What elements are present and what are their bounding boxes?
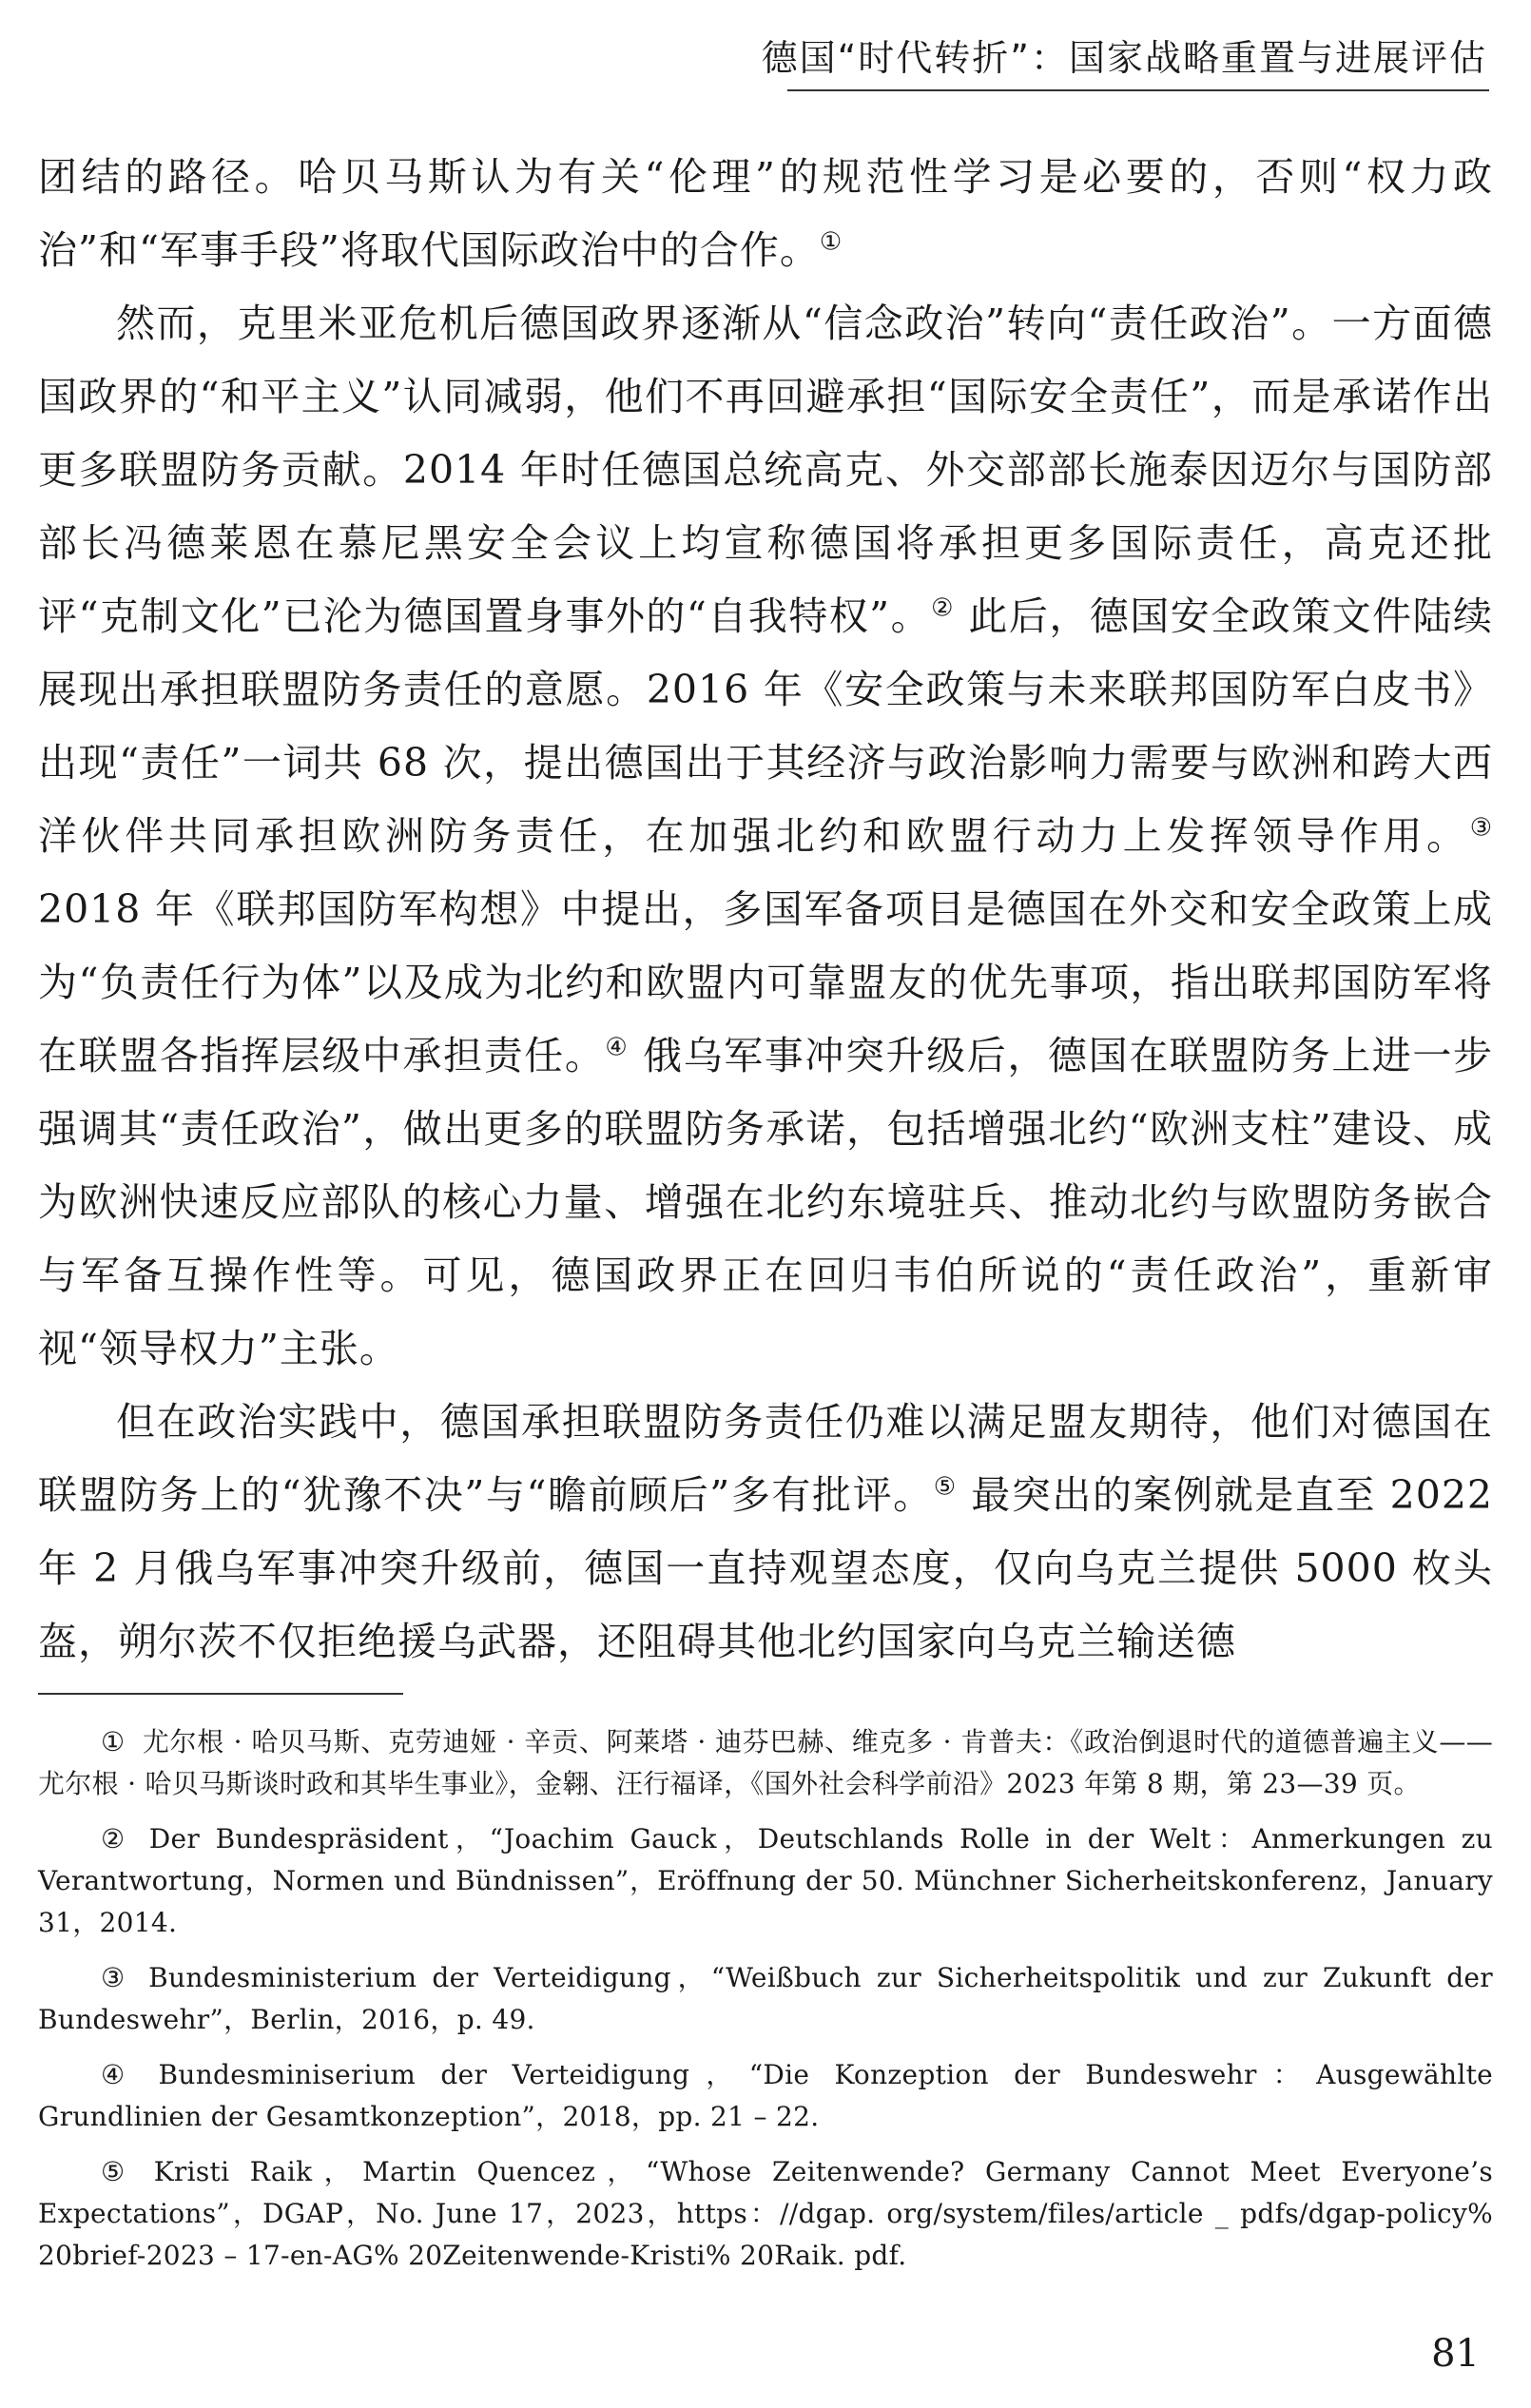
paragraph-text: 此后，德国安全政策文件陆续展现出承担联盟防务责任的意愿。2016 年《安全政策与未来联邦国防军白皮书》出现“责任”一词共 68 次，提出德国出于其经济与政治影响力需要与欧洲和跨大西洋伙伴共同承担欧洲防务责任，在加强北约和欧盟行动力上发挥领导作用。 bbox=[38, 593, 1493, 859]
footnote-ref-5[interactable]: ⑤ bbox=[933, 1472, 958, 1502]
footnote-ref-1[interactable]: ① bbox=[819, 227, 843, 257]
footnote-1 bbox=[38, 1721, 1493, 1805]
footnote-mark: ③ bbox=[101, 1962, 132, 1993]
paragraph-text: 俄乌军事冲突升级后，德国在联盟防务上进一步强调其“责任政治”，做出更多的联盟防务承诺，包括增强北约“欧洲支柱”建设、成为欧洲快速反应部队的核心力量、增强在北约东境驻兵、推动北约与欧盟防务嵌合与军备互操作性等。可见，德国政界正在回归韦伯所说的“责任政治”，重新审视“领导权力”主张。 bbox=[38, 1033, 1494, 1371]
paragraph-text: 2018 年《联邦国防军构想》中提出，多国军备项目是德国在外交和安全政策上成为“负责任行为体”以及成为北约和欧盟内可靠盟友的优先事项，指出联邦国防军将在联盟各指挥层级中承担责任。 bbox=[38, 886, 1493, 1078]
footnote-mark: ④ bbox=[101, 2059, 142, 2090]
footnote-3 bbox=[38, 1957, 1493, 2041]
footnote-text: Der Bundespräsident，“Joachim Gauck，Deutschlands Rolle in der Welt：Anmerkungen zu Verantwortung，Normen und Bündnissen”，Eröffnung der 50. Münchner Sicherheitskonferenz，January 31，2014. bbox=[38, 1823, 1493, 1938]
footnote-5 bbox=[38, 2151, 1493, 2277]
footnote-mark: ① bbox=[101, 1726, 126, 1757]
page-number: 81 bbox=[1431, 2332, 1480, 2376]
paragraph-text: 团结的路径。哈贝马斯认为有关“伦理”的规范性学习是必要的，否则“权力政治”和“军事手段”将取代国际政治中的合作。 bbox=[38, 154, 1493, 273]
body-text bbox=[38, 141, 1493, 1679]
footnote-mark: ⑤ bbox=[101, 2156, 137, 2187]
paragraph-text: 但在政治实践中，德国承担联盟防务责任仍难以满足盟友期待，他们对德国在联盟防务上的“犹豫不决”与“瞻前顾后”多有批评。 bbox=[38, 1399, 1493, 1518]
footnote-text: Bundesministerium der Verteidigung，“Weißbuch zur Sicherheitspolitik und zur Zukunft der Bundeswehr”，Berlin，2016，p. 49. bbox=[38, 1962, 1493, 2035]
paragraph-text: 最突出的案例就是直至 2022 年 2 月俄乌军事冲突升级前，德国一直持观望态度，仅向乌克兰提供 5000 枚头盔，朔尔茨不仅拒绝援乌武器，还阻碍其他北约国家向乌克兰输送德 bbox=[38, 1472, 1493, 1664]
paragraph-3 bbox=[38, 1386, 1493, 1679]
footnote-text: Bundesminiserium der Verteidigung，“Die Konzeption der Bundeswehr：Ausgewählte Grundlinien der Gesamtkonzeption”，2018，pp. 21 – 22. bbox=[38, 2059, 1493, 2132]
running-header-title: 德国“时代转折”：国家战略重置与进展评估 bbox=[761, 37, 1487, 79]
paragraph-1 bbox=[38, 141, 1493, 287]
header-rule bbox=[787, 89, 1489, 91]
footnote-ref-2[interactable]: ② bbox=[931, 593, 955, 623]
footnote-separator bbox=[38, 1693, 403, 1695]
paragraph-text: 然而，克里米亚危机后德国政界逐渐从“信念政治”转向“责任政治”。一方面德国政界的“和平主义”认同减弱，他们不再回避承担“国际安全责任”，而是承诺作出更多联盟防务贡献。2014 年时任德国总统高克、外交部部长施泰因迈尔与国防部部长冯德莱恩在慕尼黑安全会议上均宣称德国将承担更多国际责任，高克还批评“克制文化”已沦为德国置身事外的“自我特权”。 bbox=[38, 301, 1493, 639]
footnote-ref-4[interactable]: ④ bbox=[605, 1033, 630, 1062]
footnote-text: Kristi Raik，Martin Quencez，“Whose Zeitenwende? Germany Cannot Meet Everyone’s Expectations”，DGAP，No. June 17，2023，https：//dgap. org/system/files/article _ pdfs/dgap-policy% 20brief-2023 – 17-en-AG% 20Zeitenwende-Kristi% 20Raik. pdf. bbox=[38, 2156, 1494, 2271]
footnote-4 bbox=[38, 2054, 1493, 2138]
footnote-ref-3[interactable]: ③ bbox=[1469, 813, 1493, 843]
footnote-mark: ② bbox=[101, 1823, 132, 1855]
paragraph-2 bbox=[38, 287, 1493, 1386]
footnote-text: 尤尔根 · 哈贝马斯、克劳迪娅 · 辛贡、阿莱塔 · 迪芬巴赫、维克多 · 肯普夫：《政治倒退时代的道德普遍主义——尤尔根 · 哈贝马斯谈时政和其毕生事业》，金翱、汪行福译，《国外社会科学前沿》2023 年第 8 期，第 23—39 页。 bbox=[38, 1726, 1493, 1799]
footnote-2 bbox=[38, 1818, 1493, 1944]
footnotes bbox=[38, 1721, 1493, 2290]
